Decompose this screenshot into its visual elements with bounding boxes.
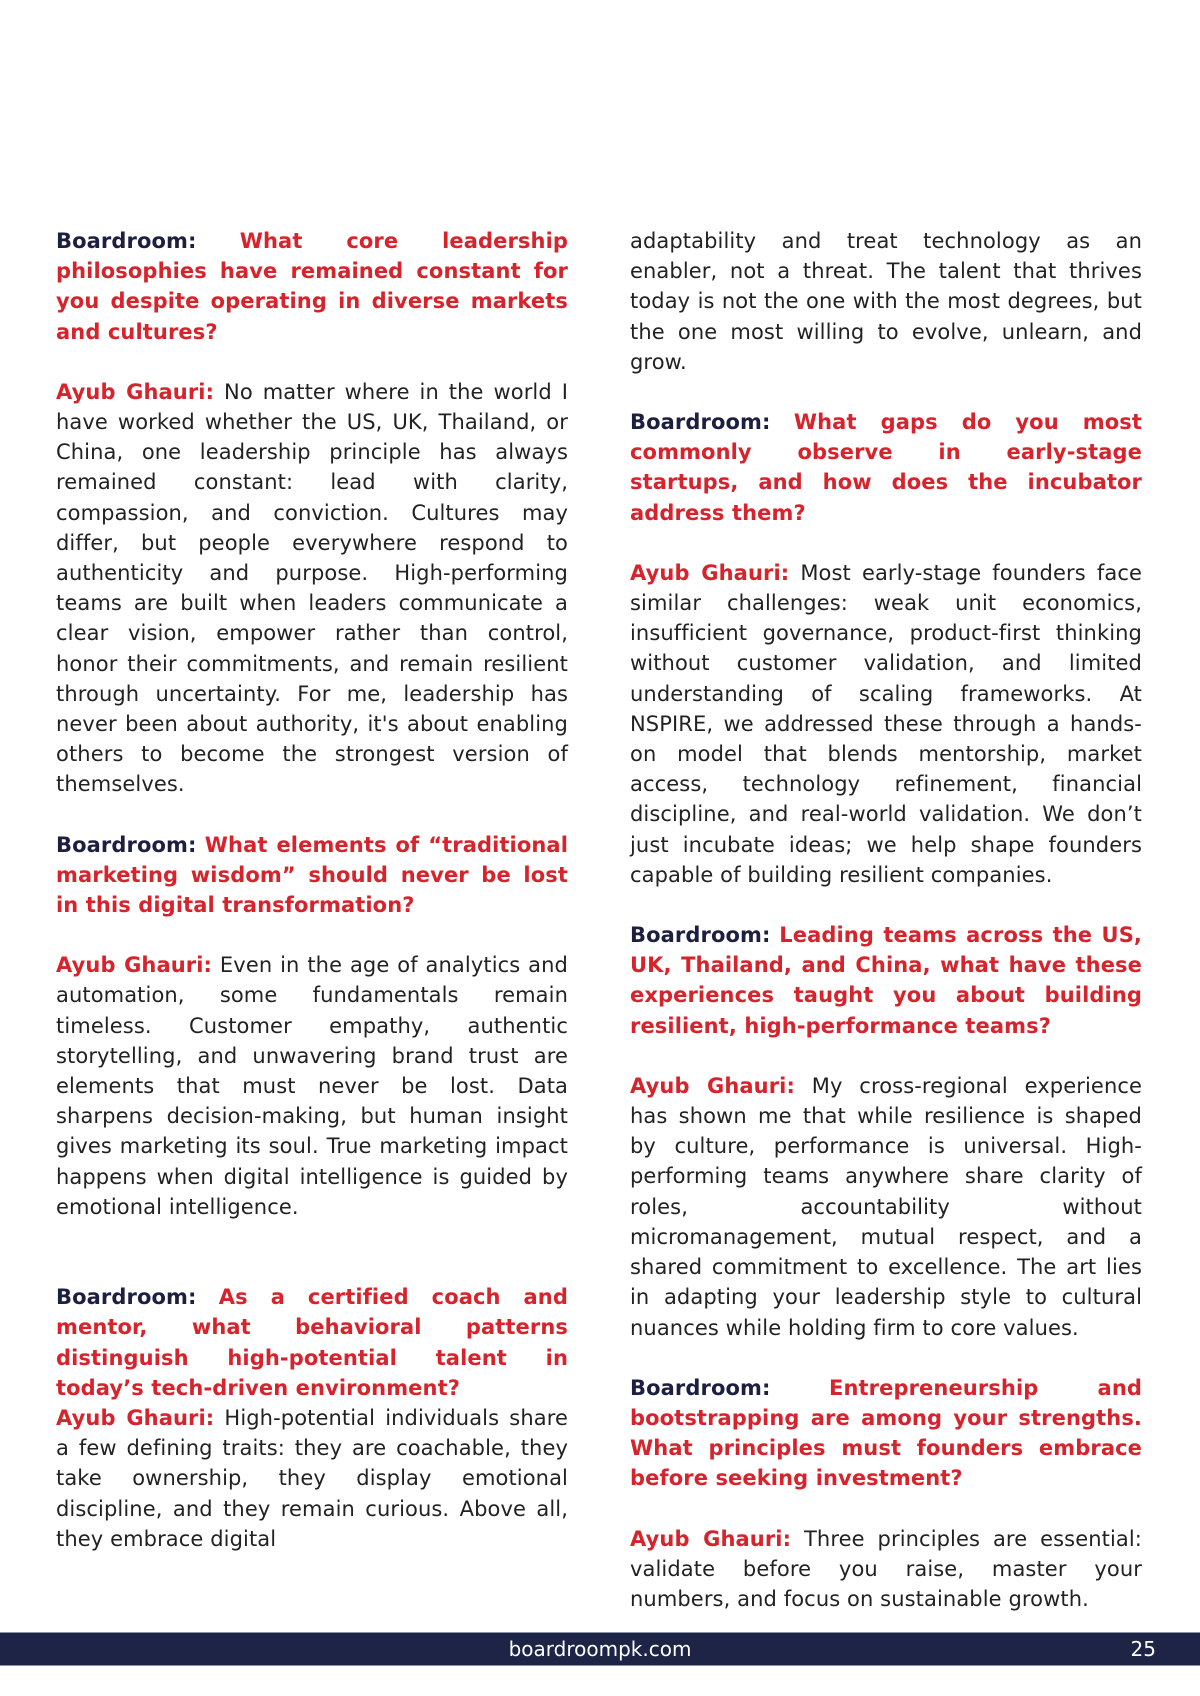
answer-text: adaptability and treat technology as an enabler, not a threat. The talent that thrives today is not the one with the most degrees, but the one most willing to evolve, unlearn, and grow. (630, 229, 1142, 374)
interviewer-label: Boardroom: (56, 832, 197, 857)
answer-text: High-potential individuals share a few defining traits: they are coachable, they take ownership, they display emotional discipline, and they remain curious. Above all, they embrace digital (56, 1405, 568, 1551)
interview-question (56, 830, 568, 921)
page-footer (0, 1632, 1200, 1666)
question-text: What elements of “traditional marketing wisdom” should never be lost in this digital transformation? (56, 832, 568, 918)
interview-answer (56, 950, 568, 1222)
footer-website-link[interactable]: boardroompk.com (508, 1637, 692, 1661)
question-text: Leading teams across the US, UK, Thailand, and China, what have these experiences taught you about building resilient, high-performance teams? (630, 923, 1142, 1038)
question-text: Entrepreneurship and bootstrapping are among your strengths. What principles must founders embrace before seeking investment? (630, 1375, 1142, 1491)
answer-text: My cross-regional experience has shown me that while resilience is shaped by culture, performance is universal. High-performing teams anywhere share clarity of roles, accountability without micromanagement, mutual respect, and a shared commitment to excellence. The art lies in adapting your leadership style to cultural nuances while holding firm to core values. (630, 1073, 1143, 1340)
interviewer-label: Boardroom: (630, 410, 771, 435)
interview-question (630, 920, 1142, 1041)
interview-question (56, 1282, 568, 1403)
interviewer-label: Boardroom: (630, 923, 771, 948)
interview-question (630, 1373, 1142, 1494)
interviewee-label: Ayub Ghauri: (56, 379, 215, 404)
interviewee-label: Ayub Ghauri: (56, 953, 213, 978)
right-column (630, 226, 1142, 1644)
page-number: 25 (1130, 1637, 1156, 1661)
question-text: What gaps do you most commonly observe in early-stage startups, and how does the incubator address them? (630, 410, 1142, 525)
answer-text: Even in the age of analytics and automation, some fundamentals remain timeless. Customer empathy, authentic storytelling, and unwavering brand trust are elements that must never be lost. Data sharpens decision-making, but human insight gives marketing its soul. True marketing impact happens when digital intelligence is guided by emotional intelligence. (56, 953, 568, 1219)
interview-answer (630, 558, 1142, 890)
interview-answer (56, 377, 568, 800)
answer-text: Most early-stage founders face similar challenges: weak unit economics, insufficient governance, product-first thinking without customer validation, and limited understanding of scaling frameworks. At NSPIRE, we addressed these through a hands-on model that blends mentorship, market access, technology refinement, financial discipline, and real-world validation. We don’t just incubate ideas; we help shape founders capable of building resilient companies. (630, 560, 1142, 887)
left-column (56, 226, 568, 1584)
answer-text: No matter where in the world I have worked whether the US, UK, Thailand, or China, one leadership principle has always remained constant: lead with clarity, compassion, and conviction. Cultures may differ, but people everywhere respond to authenticity and purpose. High-performing teams are built when leaders communicate a clear vision, empower rather than control, honor their commitments, and remain resilient through uncertainty. For me, leadership has never been about authority, it's about enabling others to become the strongest version of themselves. (56, 379, 569, 797)
interviewer-label: Boardroom: (630, 1375, 771, 1400)
interviewee-label: Ayub Ghauri: (630, 560, 790, 585)
interviewee-label: Ayub Ghauri: (630, 1073, 795, 1098)
interview-answer (630, 1071, 1142, 1343)
interview-question (630, 407, 1142, 528)
interview-answer (630, 1524, 1142, 1615)
answer-continuation (630, 226, 1142, 377)
interviewer-label: Boardroom: (56, 229, 197, 253)
interviewee-label: Ayub Ghauri: (56, 1405, 215, 1430)
interview-question (56, 226, 568, 347)
interview-answer (56, 1403, 568, 1554)
interviewer-label: Boardroom: (56, 1285, 197, 1310)
question-text: What core leadership philosophies have remained constant for you despite operating in diverse markets and cultures? (56, 229, 569, 344)
question-text: As a certified coach and mentor, what behavioral patterns distinguish high-potential talent in today’s tech-driven environment? (56, 1285, 568, 1400)
interviewee-label: Ayub Ghauri: (630, 1526, 792, 1551)
answer-text: Three principles are essential: validate before you raise, master your numbers, and focus on sustainable growth. (630, 1526, 1142, 1611)
spacer (56, 1252, 568, 1282)
